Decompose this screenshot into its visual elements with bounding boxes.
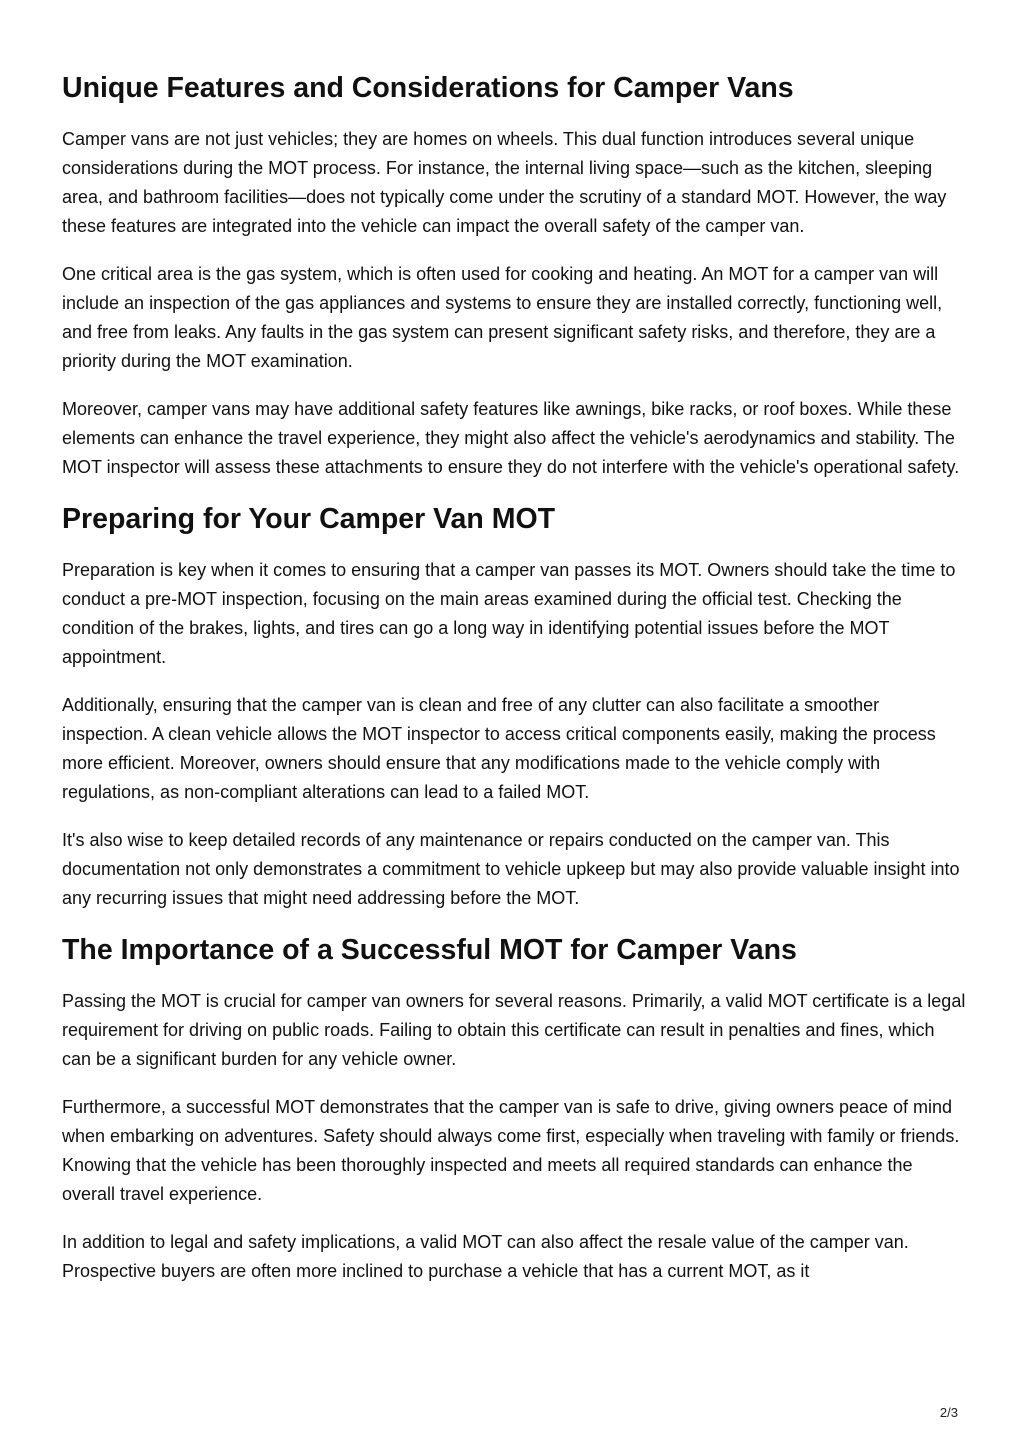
paragraph: Passing the MOT is crucial for camper van owners for several reasons. Primarily, a valid MOT certificate is a legal requirement for driving on public roads. Failing to obtain this certificate can result in penalties and fines, which can be a significant burden for any vehicle owner. [62, 991, 966, 1069]
paragraph: In addition to legal and safety implications, a valid MOT can also affect the resale value of the camper van. Prospective buyers are often more inclined to purchase a vehicle that has a current MOT, as it [62, 1232, 909, 1281]
section-unique-features [62, 70, 966, 482]
section-heading: Unique Features and Considerations for Camper Vans [62, 72, 794, 104]
paragraph: Preparation is key when it comes to ensuring that a camper van passes its MOT. Owners should take the time to conduct a pre-MOT inspection, focusing on the main areas examined during the official test. Checking the condition of the brakes, lights, and tires can go a long way in identifying potential issues before the MOT appointment. [62, 560, 956, 667]
page-number: 2/3 [939, 1405, 958, 1420]
section-importance [62, 932, 966, 1286]
paragraph: Furthermore, a successful MOT demonstrates that the camper van is safe to drive, giving owners peace of mind when embarking on adventures. Safety should always come first, especially when traveling with family or friends. Knowing that the vehicle has been thoroughly inspected and meets all required standards can enhance the overall travel experience. [62, 1097, 960, 1204]
section-heading: The Importance of a Successful MOT for Camper Vans [62, 934, 797, 966]
section-preparing [62, 501, 966, 913]
paragraph: One critical area is the gas system, which is often used for cooking and heating. An MOT for a camper van will include an inspection of the gas appliances and systems to ensure they are installed correctly, functioning well, and free from leaks. Any faults in the gas system can present significant safety risks, and therefore, they are a priority during the MOT examination. [62, 264, 943, 371]
section-heading: Preparing for Your Camper Van MOT [62, 503, 556, 535]
paragraph: Camper vans are not just vehicles; they are homes on wheels. This dual function introduces several unique considerations during the MOT process. For instance, the internal living space—such as the kitchen, sleeping area, and bathroom facilities—does not typically come under the scrutiny of a standard MOT. However, the way these features are integrated into the vehicle can impact the overall safety of the camper van. [62, 129, 947, 236]
paragraph: Moreover, camper vans may have additional safety features like awnings, bike racks, or roof boxes. While these elements can enhance the travel experience, they might also affect the vehicle's aerodynamics and stability. The MOT inspector will assess these attachments to ensure they do not interfere with the vehicle's operational safety. [62, 399, 960, 477]
paragraph: It's also wise to keep detailed records of any maintenance or repairs conducted on the camper van. This documentation not only demonstrates a commitment to vehicle upkeep but may also provide valuable insight into any recurring issues that might need addressing before the MOT. [62, 830, 960, 908]
document-page [62, 70, 966, 1305]
paragraph: Additionally, ensuring that the camper van is clean and free of any clutter can also facilitate a smoother inspection. A clean vehicle allows the MOT inspector to access critical components easily, making the process more efficient. Moreover, owners should ensure that any modifications made to the vehicle comply with regulations, as non-compliant alterations can lead to a failed MOT. [62, 695, 936, 802]
